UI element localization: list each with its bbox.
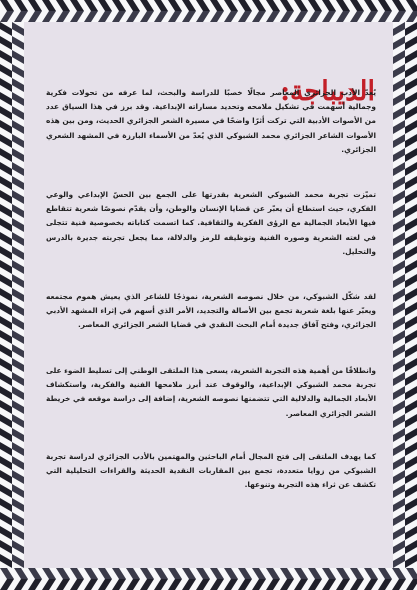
decorative-border-bottom — [0, 568, 417, 590]
document-page — [26, 24, 391, 566]
paragraph-intro: يُعدّ الأدب الجزائري المعاصر مجالًا خصبًا للدراسة والبحث، لما عرفه من تحولات فكرية وجمالية أسهمت في تشكيل ملامحه وتحديد مساراته الإبداعية. وقد برز في هذا السياق عدد من الأصوات الأدبية التي تركت أثرًا واضحًا في مسيرة الشعر الجزائري الحديث، ومن بين هذه الأصوات الشاعر الجزائري محمد الشبوكي الذي يُعدّ من الأسماء البارزة في المشهد الشعري الجزائري. — [46, 88, 376, 154]
paragraph-experience: تميّزت تجربة محمد الشبوكي الشعرية بقدرتها على الجمع بين الحسّ الإبداعي والوعي الفكري، حيث استطاع أن يعبّر عن قضايا الإنسان والوطن، وأن يقدّم نصوصًا شعرية تتقاطع فيها الأبعاد الجمالية مع الرؤى الفكرية والثقافية. كما اتسمت كتاباته بخصوصية فنية تتجلى في لغته الشعرية وصوره الفنية وتوظيفه للرمز والدلالة، مما يجعل تجربته جديرة بالدرس والتحليل. — [46, 190, 376, 256]
decorative-border-top — [0, 0, 417, 22]
page-title: الديباجة: — [280, 76, 375, 107]
paragraph-aims: كما يهدف الملتقى إلى فتح المجال أمام الباحثين والمهتمين بالأدب الجزائري لدراسة تجربة الشبوكي من زوايا متعددة، تجمع بين المقاربات النقدية الحديثة والقراءات التحليلية التي تكشف عن ثراء هذه التجربة وتنوعها. — [46, 452, 376, 490]
decorative-border-right — [393, 22, 417, 568]
paragraph-goals: وانطلاقًا من أهمية هذه التجربة الشعرية، يسعى هذا الملتقى الوطني إلى تسليط الضوء على تجربة محمد الشبوكي الإبداعية، والوقوف عند أبرز ملامحها الفنية والفكرية، واستكشاف الأبعاد الجمالية والدلالية التي تتضمنها نصوصه الشعرية، إضافة إلى دراسة موقعه في خريطة الشعر الجزائري المعاصر. — [46, 366, 376, 418]
paragraph-contribution: لقد شكّل الشبوكي، من خلال نصوصه الشعرية، نموذجًا للشاعر الذي يعيش هموم مجتمعه ويعبّر عنها بلغة شعرية تجمع بين الأصالة والتجديد، الأمر الذي أسهم في إثراء المشهد الأدبي الجزائري، وفتح آفاق جديدة أمام البحث النقدي في قضايا الشعر الجزائري المعاصر. — [46, 292, 376, 330]
decorative-border-left — [0, 22, 24, 568]
